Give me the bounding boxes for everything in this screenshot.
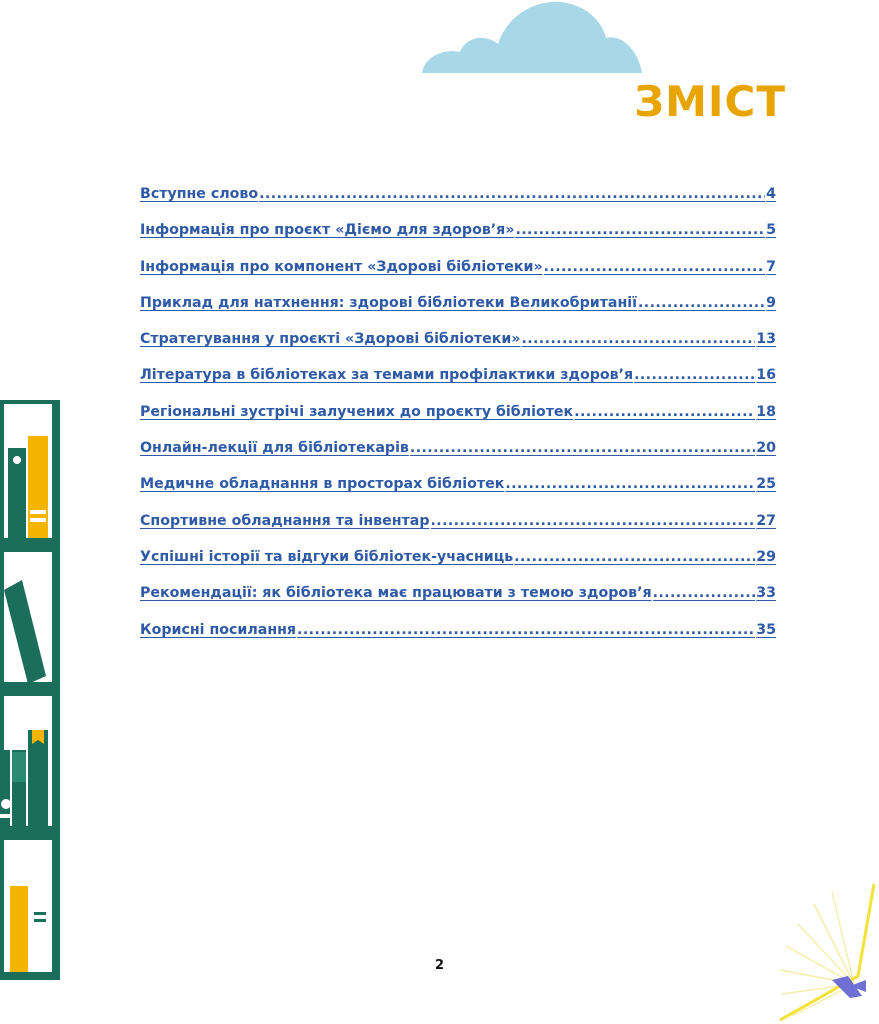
toc-entry-title: Вступне слово: [140, 186, 259, 202]
toc-entry[interactable]: [140, 293, 776, 329]
toc-entry[interactable]: [140, 220, 776, 256]
toc-entry[interactable]: [140, 365, 776, 401]
toc-entry-page: 4: [766, 186, 776, 202]
toc-entry-title: Онлайн-лекції для бібліотекарів: [140, 440, 409, 457]
toc-entry-title: Література в бібліотеках за темами профілактики здоров’я: [140, 367, 634, 384]
toc-dot-leader: [653, 585, 756, 601]
toc-entry-page: 18: [756, 403, 776, 420]
toc-entry-page: 9: [766, 294, 776, 311]
toc-entry-title: Приклад для натхнення: здорові бібліотеки Великобританії: [140, 294, 637, 311]
toc-entry-title: Інформація про компонент «Здорові бібліотеки»: [140, 258, 543, 275]
toc-entry[interactable]: [140, 620, 776, 656]
toc-dot-leader: [634, 367, 755, 383]
cloud-illustration: [422, 0, 644, 76]
toc-entry-page: 25: [756, 476, 776, 493]
toc-dot-leader: [505, 476, 755, 492]
toc-entry-page: 33: [756, 585, 776, 602]
toc-entry-page: 35: [756, 621, 776, 638]
page-number: 2: [434, 958, 445, 973]
toc-entry[interactable]: [140, 547, 776, 583]
toc-entry[interactable]: [140, 474, 776, 510]
toc-dot-leader: [297, 622, 755, 638]
open-book-illustration: [770, 880, 879, 1024]
toc-dot-leader: [431, 513, 756, 529]
page-title: ЗМІСТ: [634, 77, 786, 126]
toc-entry-page: 5: [766, 222, 776, 239]
toc-dot-leader: [514, 549, 755, 565]
toc-dot-leader: [638, 295, 765, 311]
toc-entry-page: 20: [756, 440, 776, 457]
bookshelf-illustration: [0, 400, 60, 980]
toc-entry-title: Регіональні зустрічі залучених до проєкту бібліотек: [140, 403, 574, 420]
toc-entry-page: 13: [756, 331, 776, 348]
toc-entry-title: Спортивне обладнання та інвентар: [140, 512, 430, 529]
toc-entry[interactable]: [140, 438, 776, 474]
toc-entry[interactable]: [140, 329, 776, 365]
toc-entry[interactable]: [140, 511, 776, 547]
toc-entry-title: Успішні історії та відгуки бібліотек-учасниць: [140, 548, 514, 565]
toc-dot-leader: [515, 222, 765, 238]
toc-dot-leader: [574, 404, 755, 420]
toc-dot-leader: [521, 331, 755, 347]
toc-dot-leader: [544, 259, 766, 275]
toc-entry-title: Інформація про проєкт «Діємо для здоров’я»: [140, 222, 515, 239]
toc-entry-page: 27: [756, 512, 776, 529]
table-of-contents: [140, 184, 776, 656]
toc-entry-page: 29: [756, 548, 776, 565]
toc-dot-leader: [410, 440, 755, 456]
toc-entry[interactable]: [140, 583, 776, 619]
toc-entry-page: 16: [756, 367, 776, 384]
toc-entry[interactable]: [140, 402, 776, 438]
toc-entry[interactable]: [140, 257, 776, 293]
toc-entry-title: Корисні посилання: [140, 621, 297, 638]
toc-entry-title: Медичне обладнання в просторах бібліотек: [140, 476, 505, 493]
toc-dot-leader: [259, 186, 765, 202]
toc-entry-title: Рекомендації: як бібліотека має працювати з темою здоров’я: [140, 585, 652, 602]
toc-entry-title: Стратегування у проєкті «Здорові бібліотеки»: [140, 331, 521, 348]
toc-entry[interactable]: [140, 184, 776, 220]
toc-entry-page: 7: [766, 258, 776, 275]
